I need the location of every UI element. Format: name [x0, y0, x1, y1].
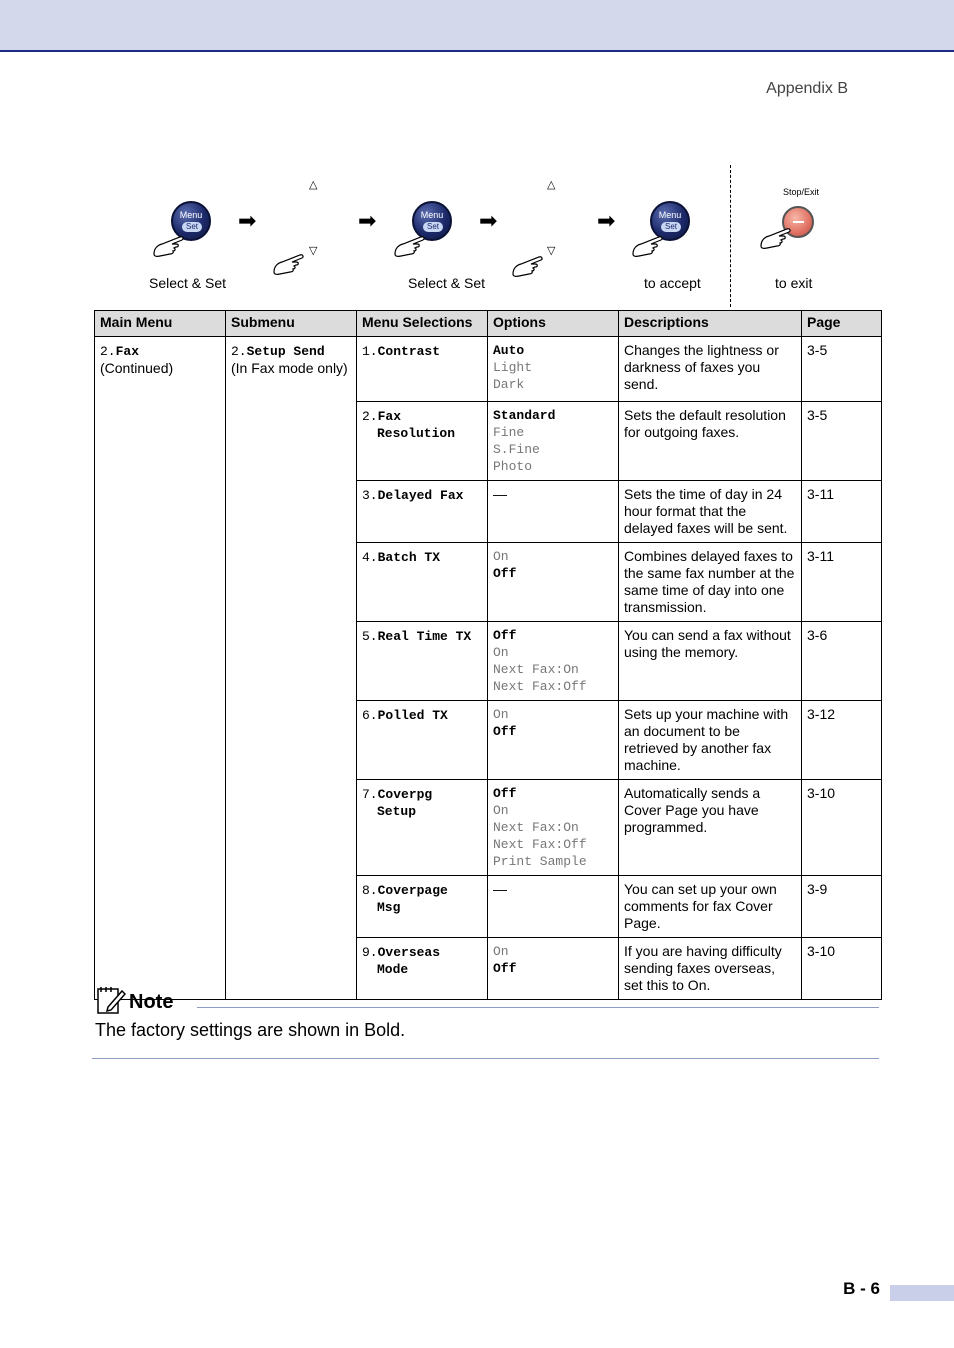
- col-header-main-menu: Main Menu: [95, 311, 226, 337]
- hand-pointer-icon: [631, 232, 665, 258]
- page-ref-cell: 3-6: [802, 622, 882, 701]
- down-triangle-icon: ▽: [309, 245, 318, 257]
- option-value: Next Fax:On: [493, 820, 579, 835]
- description-cell: Sets up your machine with an document to be retrieved by another fax machine.: [619, 701, 802, 780]
- description-cell: Automatically sends a Cover Page you have programmed.: [619, 780, 802, 876]
- options-cell: [488, 701, 619, 780]
- menu-selection-cell: 1.Contrast: [357, 337, 488, 402]
- menu-set-button-icon: Menu Set: [412, 201, 452, 241]
- option-value: Dark: [493, 377, 525, 392]
- hand-pointer-icon: [759, 224, 793, 250]
- note-divider-top: [197, 1007, 879, 1008]
- option-value: Auto: [493, 343, 525, 358]
- options-cell: [488, 780, 619, 876]
- option-value: Light: [493, 360, 533, 375]
- option-value: On: [493, 803, 509, 818]
- description-cell: You can send a fax without using the memory.: [619, 622, 802, 701]
- option-value: Fine: [493, 425, 525, 440]
- options-cell: [488, 876, 619, 938]
- description-cell: If you are having difficulty sending faxes overseas, set this to On.: [619, 938, 802, 1000]
- page-ref-cell: 3-10: [802, 780, 882, 876]
- stop-exit-label: Stop/Exit: [783, 187, 820, 197]
- option-value: Off: [493, 786, 517, 801]
- hand-pointer-icon: [393, 232, 427, 258]
- main-menu-cell: 2.Fax (Continued): [95, 337, 226, 1000]
- option-value: On: [493, 707, 509, 722]
- col-header-menu-selections: Menu Selections: [357, 311, 488, 337]
- arrow-right-icon: ➡: [238, 208, 257, 233]
- description-cell: Combines delayed faxes to the same fax number at the same time of day into one transmission.: [619, 543, 802, 622]
- option-value: Standard: [493, 408, 556, 423]
- page-ref-cell: 3-12: [802, 701, 882, 780]
- option-value: Print Sample: [493, 854, 587, 869]
- header-band: [0, 0, 954, 52]
- menu-selection-cell: 3.Delayed Fax: [357, 481, 488, 543]
- caption-select-set: Select & Set: [408, 275, 486, 291]
- option-value: —: [493, 486, 507, 502]
- option-value: Off: [493, 961, 517, 976]
- menu-selection-cell: 8.Coverpage Msg: [357, 876, 488, 938]
- options-cell: [488, 543, 619, 622]
- page-ref-cell: 3-5: [802, 402, 882, 481]
- menu-selection-cell: 4.Batch TX: [357, 543, 488, 622]
- up-triangle-icon: △: [309, 179, 318, 191]
- col-header-descriptions: Descriptions: [619, 311, 802, 337]
- menu-set-button-icon: Menu Set: [650, 201, 690, 241]
- description-cell: Sets the time of day in 24 hour format that the delayed faxes will be sent.: [619, 481, 802, 543]
- menu-selection-cell: 7.Coverpg Setup: [357, 780, 488, 876]
- menu-selection-cell: 9.Overseas Mode: [357, 938, 488, 1000]
- page-number-band: [890, 1285, 954, 1301]
- note-pencil-icon: [96, 985, 126, 1015]
- table-row: [95, 337, 882, 402]
- option-value: Off: [493, 724, 517, 739]
- col-header-submenu: Submenu: [226, 311, 357, 337]
- option-value: —: [493, 881, 507, 897]
- option-value: Off: [493, 628, 517, 643]
- option-value: Next Fax:Off: [493, 837, 587, 852]
- menu-set-button-icon: Menu Set: [171, 201, 211, 241]
- option-value: On: [493, 549, 509, 564]
- menu-selection-cell: 2.Fax Resolution: [357, 402, 488, 481]
- arrow-right-icon: ➡: [479, 208, 498, 233]
- option-value: On: [493, 645, 509, 660]
- hand-pointer-icon: [272, 250, 306, 276]
- caption-to-accept: to accept: [644, 275, 701, 291]
- note-title: Note: [129, 991, 174, 1013]
- note-text: The factory settings are shown in Bold.: [95, 1020, 406, 1040]
- option-value: On: [493, 944, 509, 959]
- option-value: Next Fax:Off: [493, 679, 587, 694]
- hand-pointer-icon: [152, 232, 186, 258]
- options-cell: [488, 622, 619, 701]
- divider-dashed: [730, 165, 731, 307]
- option-value: Next Fax:On: [493, 662, 579, 677]
- page-ref-cell: 3-11: [802, 481, 882, 543]
- page-ref-cell: 3-9: [802, 876, 882, 938]
- options-cell: [488, 938, 619, 1000]
- table-header-row: [95, 311, 882, 337]
- down-triangle-icon: ▽: [547, 245, 556, 257]
- page-ref-cell: 3-5: [802, 337, 882, 402]
- option-value: Photo: [493, 459, 533, 474]
- caption-to-exit: to exit: [775, 275, 813, 291]
- key-sequence-diagram: [0, 160, 954, 310]
- options-cell: [488, 402, 619, 481]
- menu-selection-cell: 6.Polled TX: [357, 701, 488, 780]
- option-value: Off: [493, 566, 517, 581]
- page-ref-cell: 3-10: [802, 938, 882, 1000]
- hand-pointer-icon: [511, 252, 545, 278]
- description-cell: Sets the default resolution for outgoing faxes.: [619, 402, 802, 481]
- description-cell: You can set up your own comments for fax Cover Page.: [619, 876, 802, 938]
- menu-selection-cell: 5.Real Time TX: [357, 622, 488, 701]
- col-header-options: Options: [488, 311, 619, 337]
- arrow-right-icon: ➡: [358, 208, 377, 233]
- description-cell: Changes the lightness or darkness of faxes you send.: [619, 337, 802, 402]
- submenu-cell: 2.Setup Send (In Fax mode only): [226, 337, 357, 1000]
- options-cell: [488, 337, 619, 402]
- note-divider-bottom: [92, 1058, 879, 1059]
- options-cell: [488, 481, 619, 543]
- page-ref-cell: 3-11: [802, 543, 882, 622]
- section-label: Appendix B: [766, 80, 848, 97]
- option-value: S.Fine: [493, 442, 540, 457]
- page-number: B - 6: [843, 1279, 880, 1298]
- caption-select-set: Select & Set: [149, 275, 227, 291]
- menu-table: [94, 310, 882, 1000]
- up-triangle-icon: △: [547, 179, 556, 191]
- col-header-page: Page: [802, 311, 882, 337]
- arrow-right-icon: ➡: [597, 208, 616, 233]
